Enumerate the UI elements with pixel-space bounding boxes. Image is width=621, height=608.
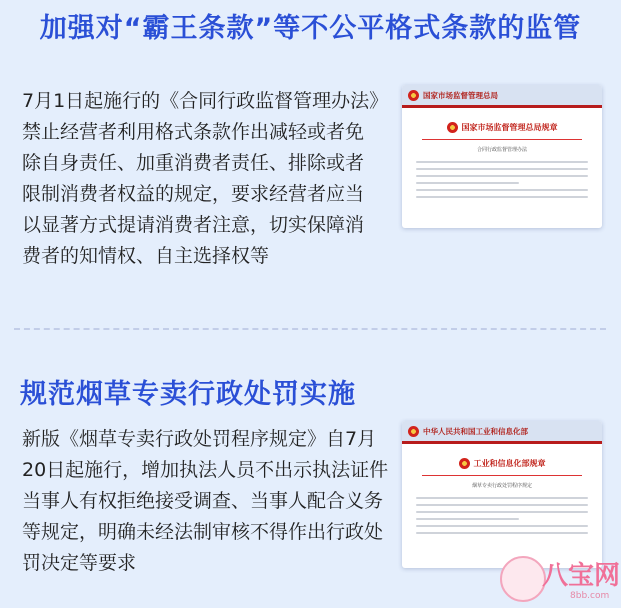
doc-rule-title: 国家市场监督管理总局规章 bbox=[402, 122, 602, 133]
doc-red-line bbox=[422, 475, 582, 476]
national-emblem-icon bbox=[447, 122, 458, 133]
national-emblem-icon bbox=[459, 458, 470, 469]
doc-nav-bar bbox=[402, 105, 602, 108]
doc-subtitle: 烟草专卖行政处罚程序规定 bbox=[471, 483, 532, 489]
doc-text-lines bbox=[416, 497, 588, 534]
watermark-url: 8bb.com bbox=[570, 591, 610, 601]
watermark-text: 八宝网 bbox=[542, 561, 621, 591]
section2-body: 新版《烟草专卖行政处罚程序规定》自7月20日起施行，增加执法人员不出示执法证件当事人有权拒绝接受调查、当事人配合义务等规定，明确未经法制审核不得作出行政处罚决定等要求 bbox=[22, 428, 389, 574]
doc-nav-bar bbox=[402, 441, 602, 444]
national-emblem-icon bbox=[408, 426, 419, 437]
doc-text-lines bbox=[416, 161, 588, 198]
section2-document-image bbox=[402, 421, 602, 568]
doc-red-line bbox=[422, 139, 582, 140]
section1-document-image bbox=[402, 85, 602, 228]
section2-title: 规范烟草专卖行政处罚实施 bbox=[20, 379, 356, 410]
doc-header bbox=[402, 421, 602, 441]
watermark-logo-icon bbox=[500, 556, 546, 602]
doc-org-name: 国家市场监督管理总局 bbox=[423, 90, 498, 100]
section1-body: 7月1日起施行的《合同行政监督管理办法》禁止经营者利用格式条款作出减轻或者免除自身责任、加重消费者责任、排除或者限制消费者权益的规定，要求经营者应当以显著方式提请消费者注意，切实保障消费者的知情权、自主选择权等 bbox=[22, 90, 379, 267]
doc-header bbox=[402, 85, 602, 105]
doc-rule-title: 工业和信息化部规章 bbox=[402, 458, 602, 469]
doc-subtitle: 合同行政监督管理办法 bbox=[476, 147, 527, 153]
doc-org-name: 中华人民共和国工业和信息化部 bbox=[423, 426, 528, 436]
section1-title: 加强对“霸王条款”等不公平格式条款的监管 bbox=[39, 13, 582, 44]
dashed-divider bbox=[14, 328, 606, 330]
national-emblem-icon bbox=[408, 90, 419, 101]
